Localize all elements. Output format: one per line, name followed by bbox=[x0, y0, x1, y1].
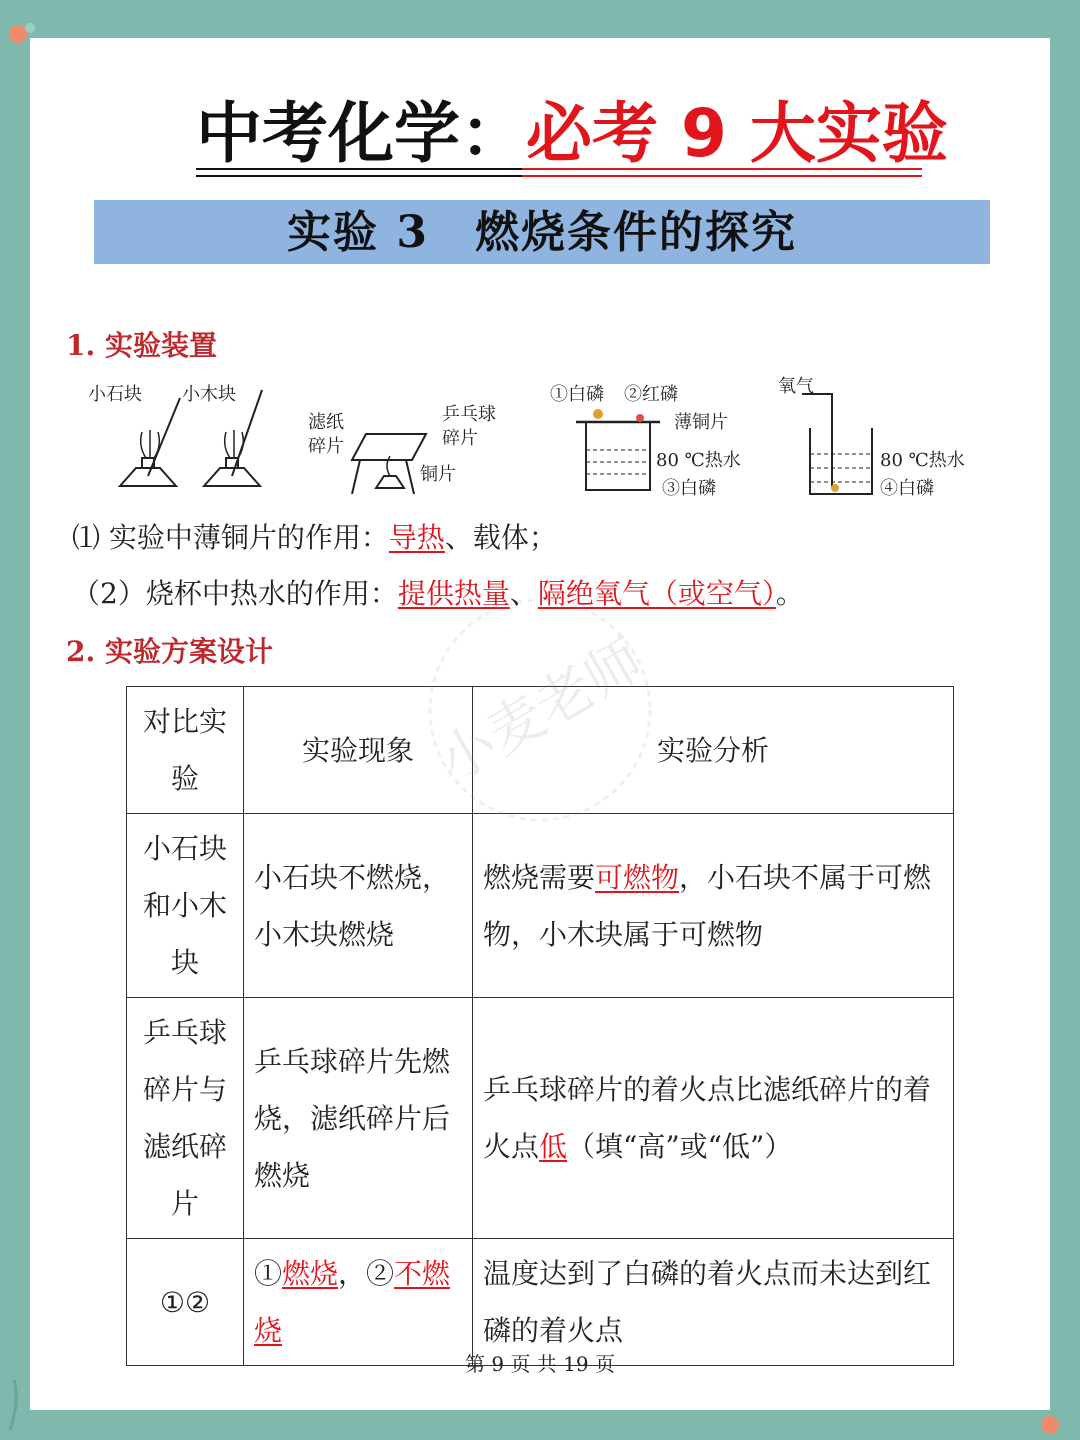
row3-phenomenon bbox=[244, 1239, 473, 1366]
table-row bbox=[127, 998, 954, 1239]
row3-phen-b: ，② bbox=[338, 1257, 395, 1290]
header-comparison: 对比实验 bbox=[127, 687, 244, 814]
label-hot-water-b: 80 ℃热水 bbox=[880, 450, 965, 471]
row3-comparison: ①② bbox=[127, 1239, 244, 1366]
answer-burns: 燃烧 bbox=[282, 1257, 339, 1290]
row2-analysis-post: （填“高”或“低”） bbox=[567, 1130, 793, 1163]
label-filter-paper-1: 滤纸 bbox=[308, 412, 344, 433]
question-2-sep: 、 bbox=[509, 577, 538, 610]
copper-plate-setup bbox=[352, 434, 426, 494]
title-underline bbox=[196, 168, 522, 177]
label-stone: 小石块 bbox=[88, 384, 142, 405]
table-row bbox=[127, 814, 954, 998]
experiment-banner: 实验 3 燃烧条件的探究 bbox=[94, 200, 990, 264]
table-row bbox=[127, 1239, 954, 1366]
label-white-phosphorus-4: ④白磷 bbox=[880, 478, 934, 499]
row3-phen-a: ① bbox=[254, 1257, 283, 1290]
row3-analysis: 温度达到了白磷的着火点而未达到红磷的着火点 bbox=[473, 1239, 954, 1366]
question-1 bbox=[72, 516, 557, 556]
row1-phenomenon: 小石块不燃烧，小木块燃烧 bbox=[244, 814, 473, 998]
label-thin-copper: 薄铜片 bbox=[674, 412, 728, 433]
label-wood: 小木块 bbox=[182, 384, 236, 405]
question-2 bbox=[72, 572, 804, 612]
row2-phenomenon: 乒乓球碎片先燃烧，滤纸碎片后燃烧 bbox=[244, 998, 473, 1239]
question-2-end: 。 bbox=[775, 577, 804, 610]
label-white-phosphorus-1: ①白磷 bbox=[550, 384, 604, 405]
row2-analysis-pre: 乒乓球碎片的着火点比滤纸碎片的着火点 bbox=[483, 1073, 932, 1163]
row2-analysis bbox=[473, 998, 954, 1239]
alcohol-lamp-1 bbox=[120, 398, 180, 486]
answer-heat-conduction: 导热 bbox=[388, 521, 445, 554]
label-copper: 铜片 bbox=[420, 464, 456, 485]
row2-comparison: 乒乓球碎片与滤纸碎片 bbox=[127, 998, 244, 1239]
label-filter-paper-2: 碎片 bbox=[308, 436, 344, 457]
title-underline bbox=[522, 168, 922, 177]
header-phenomenon: 实验现象 bbox=[244, 687, 473, 814]
table-header-row bbox=[127, 687, 954, 814]
title-part-1: 中考化学： bbox=[196, 95, 526, 172]
page-footer: 第 9 页 共 19 页 bbox=[465, 1352, 615, 1376]
label-white-phosphorus-3: ③白磷 bbox=[662, 478, 716, 499]
title-part-2: 必考 9 大实验 bbox=[526, 95, 948, 172]
beaker-a bbox=[576, 409, 660, 490]
answer-combustible: 可燃物 bbox=[595, 860, 680, 894]
row1-analysis bbox=[473, 814, 954, 998]
row1-analysis-post: ，小石块不属于可燃物，小木块属于可燃物 bbox=[483, 860, 932, 951]
row1-comparison: 小石块和小木块 bbox=[127, 814, 244, 998]
answer-provide-heat: 提供热量 bbox=[397, 577, 510, 610]
section-heading-apparatus: 1. 实验装置 bbox=[66, 329, 217, 362]
label-hot-water-a: 80 ℃热水 bbox=[656, 450, 741, 471]
label-oxygen: 氧气 bbox=[778, 376, 814, 397]
apparatus-diagram bbox=[80, 376, 1000, 506]
answer-isolate-oxygen: 隔绝氧气（或空气） bbox=[537, 577, 776, 610]
label-pingpong-2: 碎片 bbox=[442, 428, 478, 449]
question-1-suffix: 、载体； bbox=[444, 521, 557, 554]
label-red-phosphorus-2: ②红磷 bbox=[624, 384, 678, 405]
answer-low: 低 bbox=[539, 1130, 568, 1163]
section-heading-design: 2. 实验方案设计 bbox=[66, 635, 273, 668]
answer-not-burn: 不燃烧 bbox=[254, 1257, 451, 1347]
beaker-b bbox=[802, 394, 872, 494]
experiment-table bbox=[126, 686, 954, 1366]
label-pingpong-1: 乒乓球 bbox=[442, 404, 496, 425]
row1-analysis-pre: 燃烧需要 bbox=[483, 860, 596, 894]
question-1-prefix: ⑴ 实验中薄铜片的作用： bbox=[72, 521, 389, 554]
question-2-prefix: （2）烧杯中热水的作用： bbox=[72, 577, 398, 610]
header-analysis: 实验分析 bbox=[473, 687, 954, 814]
